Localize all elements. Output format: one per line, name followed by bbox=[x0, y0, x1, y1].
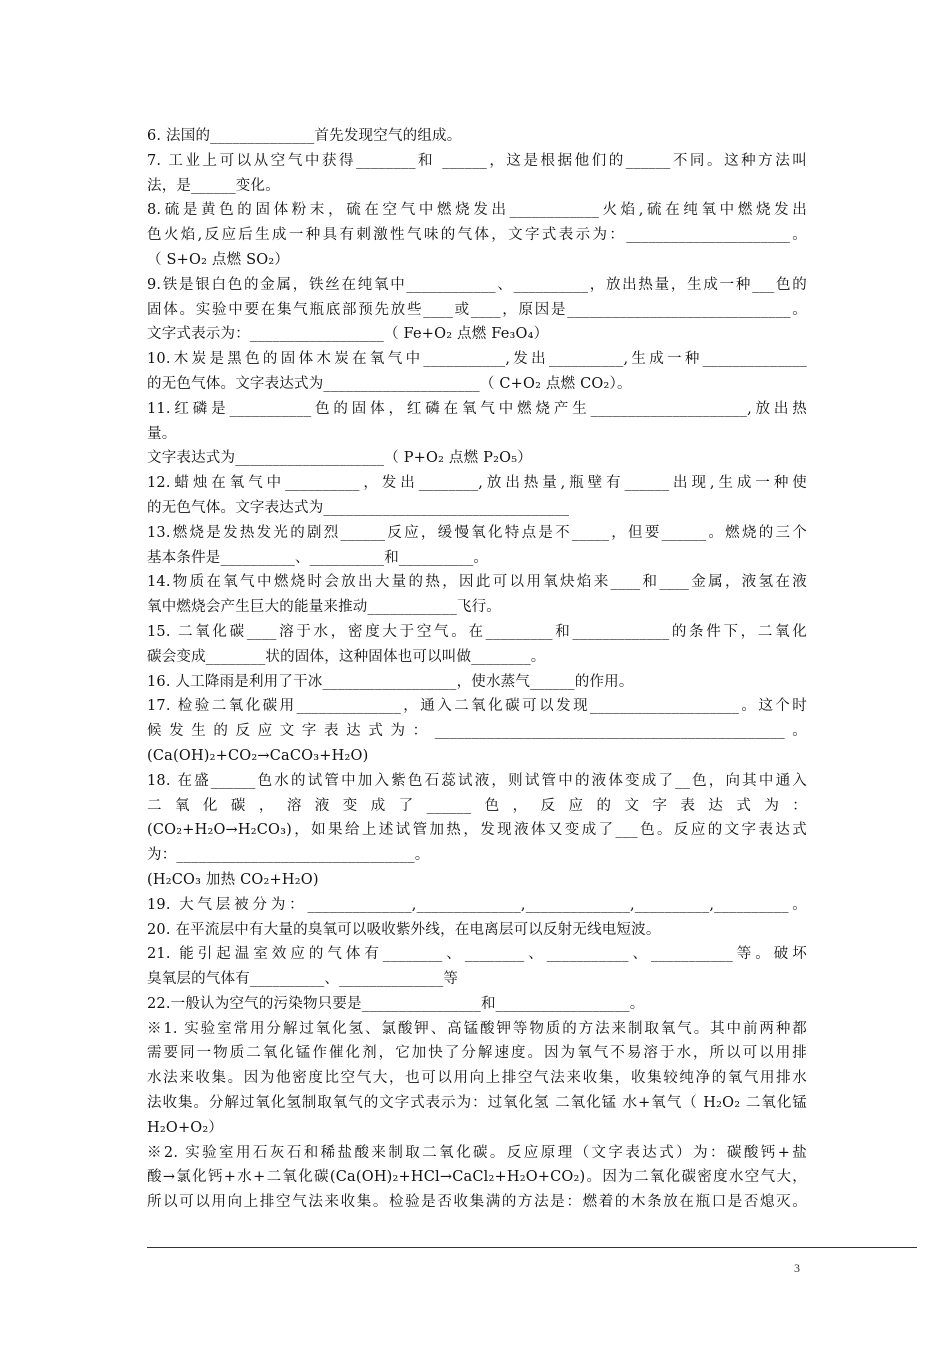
text-line: 的无色气体。文字表达式为_____________________（ C+O₂ 点燃 CO₂）。 bbox=[147, 375, 632, 392]
text-line: 10.木炭是黑色的固体木炭在氧气中___________,发出__________,生成一种______________ bbox=[147, 351, 807, 368]
text-line: 法，是______变化。 bbox=[147, 177, 280, 194]
text-line: 13.燃烧是发热发光的剧烈______反应，缓慢氧化特点是不_____，但要______。燃烧的三个 bbox=[147, 524, 807, 541]
text-line: 碳会变成________状的固体，这种固体也可以叫做________。 bbox=[147, 648, 546, 665]
text-line: 20. 在平流层中有大量的臭氧可以吸收紫外线，在电离层可以反射无线电短波。 bbox=[147, 921, 661, 938]
text-line: 18. 在盛______色水的试管中加入紫色石蕊试液，则试管中的液体变成了__色，向其中通入 bbox=[147, 772, 807, 789]
text-line: 9.铁是银白色的金属，铁丝在纯氧中____________、__________，放出热量，生成一种___色的 bbox=[147, 276, 807, 293]
text-line: 酸→氯化钙+水+二氧化碳(Ca(OH)₂+HCl→CaCl₂+H₂O+CO₂)。因为二氧化碳密度水空气大， bbox=[147, 1169, 807, 1186]
text-line: 二氧化碳，溶液变成了______色，反应的文字表达式为： bbox=[147, 797, 807, 814]
text-line: (CO₂+H₂O→H₂CO₃)，如果给上述试管加热，发现液体又变成了___色。反应的文字表达式 bbox=[147, 822, 807, 839]
text-line: 14.物质在氧气中燃烧时会放出大量的热，因此可以用氧炔焰来____和____金属，液氢在液 bbox=[147, 574, 807, 591]
text-line: (Ca(OH)₂+CO₂→CaCO₃+H₂O) bbox=[147, 747, 369, 764]
text-line: 固体。实验中要在集气瓶底部预先放些____或____，原因是______________________________。 bbox=[147, 301, 807, 318]
text-line: ※1. 实验室常用分解过氧化氢、氯酸钾、高锰酸钾等物质的方法来制取氧气。其中前两种都 bbox=[147, 1020, 807, 1037]
text-line: 文字式表示为：__________________（ Fe+O₂ 点燃 Fe₃O₄） bbox=[147, 326, 549, 343]
text-line: 12.蜡烛在氧气中__________，发出________,放出热量,瓶壁有______出现,生成一种使 bbox=[147, 475, 807, 492]
text-line: 16. 人工降雨是利用了干冰__________________，使水蒸气______的作用。 bbox=[147, 673, 634, 690]
document-body bbox=[147, 124, 807, 1215]
text-line: 为：________________________________。 bbox=[147, 847, 430, 864]
text-line: 氧中燃烧会产生巨大的能量来推动____________飞行。 bbox=[147, 599, 501, 616]
text-line: 候发生的反应文字表达式为：_______________________________________________。 bbox=[147, 723, 807, 740]
text-line: 的无色气体。文字表达式为_________________________________ bbox=[147, 499, 570, 516]
text-line: (H₂CO₃ 加热 CO₂+H₂O) bbox=[147, 871, 319, 888]
text-line: 22.一般认为空气的污染物只要是________________和__________________。 bbox=[147, 995, 645, 1012]
text-line: 所以可以用向上排空气法来收集。检验是否收集满的方法是：燃着的木条放在瓶口是否熄灭。 bbox=[147, 1194, 807, 1211]
page-number: 3 bbox=[794, 1261, 800, 1275]
text-line: 19. 大气层被分为：______________,______________,______________,__________,__________。 bbox=[147, 896, 807, 913]
text-line: 17. 检验二氧化碳用______________，通入二氧化碳可以发现____________________。这个时 bbox=[147, 698, 807, 715]
footer-divider bbox=[147, 1247, 917, 1248]
text-line: 15. 二氧化碳____溶于水，密度大于空气。在_________和_____________的条件下，二氧化 bbox=[147, 623, 807, 640]
text-line: 文字表达式为____________________（ P+O₂ 点燃 P₂O₅） bbox=[147, 450, 532, 467]
text-line: ※2. 实验室用石灰石和稀盐酸来制取二氧化碳。反应原理（文字表达式）为：碳酸钙+盐 bbox=[147, 1144, 807, 1161]
text-line: 基本条件是__________、__________和__________。 bbox=[147, 549, 489, 566]
text-line: 需要同一物质二氧化锰作催化剂，它加快了分解速度。因为氧气不易溶于水，所以可以用排 bbox=[147, 1045, 807, 1062]
text-line: 法收集。分解过氧化氢制取氧气的文字式表示为：过氧化氢 二氧化锰 水+氧气（ H₂O₂ 二氧化锰 bbox=[147, 1095, 807, 1112]
text-line: H₂O+O₂） bbox=[147, 1119, 224, 1136]
text-line: 21. 能引起温室效应的气体有________、________、___________、___________等。破坏 bbox=[147, 946, 807, 963]
text-line: 11.红磷是___________色的固体，红磷在氧气中燃烧产生_____________________,放出热 bbox=[147, 400, 807, 417]
text-line: 臭氧层的气体有__________、______________等 bbox=[147, 971, 459, 988]
text-line: 8.硫是黄色的固体粉末，硫在空气中燃烧发出____________火焰,硫在纯氧中燃烧发出 bbox=[147, 202, 807, 219]
text-line: （ S+O₂ 点燃 SO₂） bbox=[147, 251, 290, 268]
text-line: 色火焰,反应后生成一种具有刺激性气味的气体，文字式表示为：______________________。 bbox=[147, 227, 807, 244]
text-line: 水法来收集。因为他密度比空气大，也可以用向上排空气法来收集，收集较纯净的氧气用排水 bbox=[147, 1070, 807, 1087]
text-line: 量。 bbox=[147, 425, 177, 442]
text-line: 7. 工业上可以从空气中获得________和 ______，这是根据他们的______不同。这种方法叫 bbox=[147, 152, 807, 169]
text-line: 6. 法国的______________首先发现空气的组成。 bbox=[147, 128, 462, 144]
